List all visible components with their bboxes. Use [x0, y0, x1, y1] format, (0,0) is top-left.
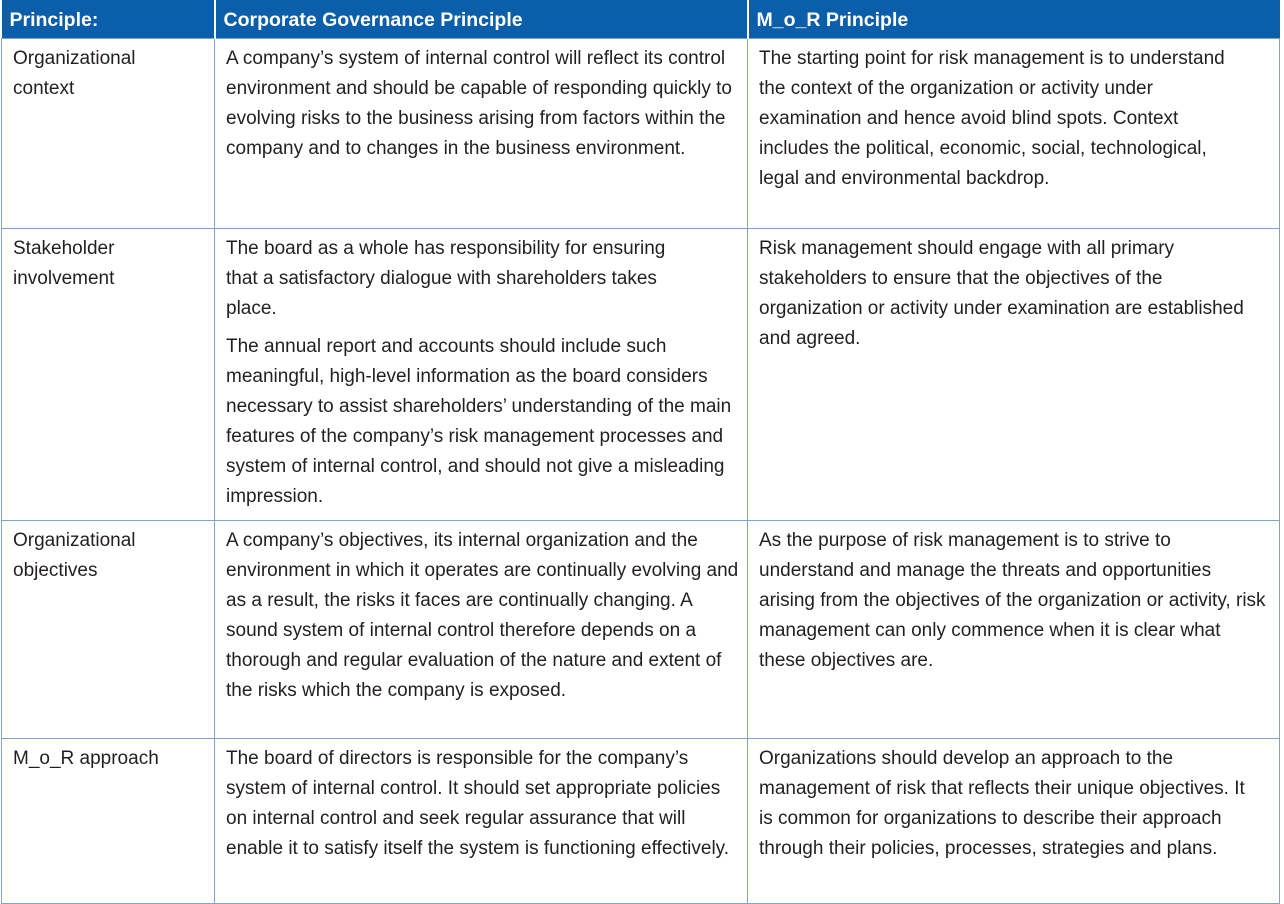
table-row — [2, 739, 1280, 904]
corporate-paragraph: The board as a whole has responsibility for ensuring that a satisfactory dialogue with shareholders takes place. — [226, 238, 666, 319]
mor-cell — [748, 229, 1280, 521]
principle-cell — [2, 229, 215, 521]
corporate-paragraph: The annual report and accounts should include such meaningful, high-level information as the board considers necessary to assist shareholders’ understanding of the main features of the company’s risk management processes and system of internal control, and should not give a misleading impression. — [226, 336, 732, 507]
principle-cell — [2, 521, 215, 739]
mor-cell — [748, 39, 1280, 229]
header-row — [2, 0, 1280, 39]
mor-cell — [748, 739, 1280, 904]
mor-paragraph: Risk management should engage with all primary stakeholders to ensure that the objectives of the organization or activity under examination are established and agreed. — [759, 238, 1244, 349]
principle-name: Organizational context — [13, 48, 136, 99]
principle-name: M_o_R approach — [13, 748, 159, 769]
corporate-paragraph: The board of directors is responsible for the company’s system of internal control. It should set appropriate policies on internal control and seek regular assurance that will enable it to satisfy itself the system is functioning effectively. — [226, 748, 730, 859]
mor-paragraph: As the purpose of risk management is to strive to understand and manage the threats and opportunities arising from the objectives of the organization or activity, risk management can only commence when it is clear what these objectives are. — [759, 530, 1266, 671]
corporate-cell — [215, 229, 748, 521]
table-row — [2, 229, 1280, 521]
mor-paragraph: Organizations should develop an approach to the management of risk that reflects their unique objectives. It is common for organizations to describe their approach through their policies, processes, strategies and plans. — [759, 748, 1245, 859]
mor-cell — [748, 521, 1280, 739]
corporate-paragraph: A company’s objectives, its internal organization and the environment in which it operates are continually evolving and as a result, the risks it faces are continually changing. A sound system of internal control therefore depends on a thorough and regular evaluation of the nature and extent of the risks which the company is exposed. — [226, 530, 739, 701]
principle-cell — [2, 39, 215, 229]
table-row — [2, 521, 1280, 739]
corporate-cell — [215, 521, 748, 739]
principle-name: Organizational objectives — [13, 530, 136, 581]
mor-paragraph: The starting point for risk management is to understand the context of the organization or activity under examination and hence avoid blind spots. Context includes the political, economic, social, technological, legal and environmental backdrop. — [759, 48, 1225, 189]
corporate-paragraph: A company’s system of internal control will reflect its control environment and should be capable of responding quickly to evolving risks to the business arising from factors within the company and to changes in the business environment. — [226, 48, 732, 159]
header-corporate-governance: Corporate Governance Principle — [215, 0, 748, 39]
header-principle: Principle: — [2, 0, 215, 39]
header-mor-principle: M_o_R Principle — [748, 0, 1280, 39]
principle-name: Stakeholder involvement — [13, 238, 115, 289]
corporate-cell — [215, 39, 748, 229]
principle-cell — [2, 739, 215, 904]
principles-table — [1, 0, 1280, 904]
corporate-cell — [215, 739, 748, 904]
table-row — [2, 39, 1280, 229]
